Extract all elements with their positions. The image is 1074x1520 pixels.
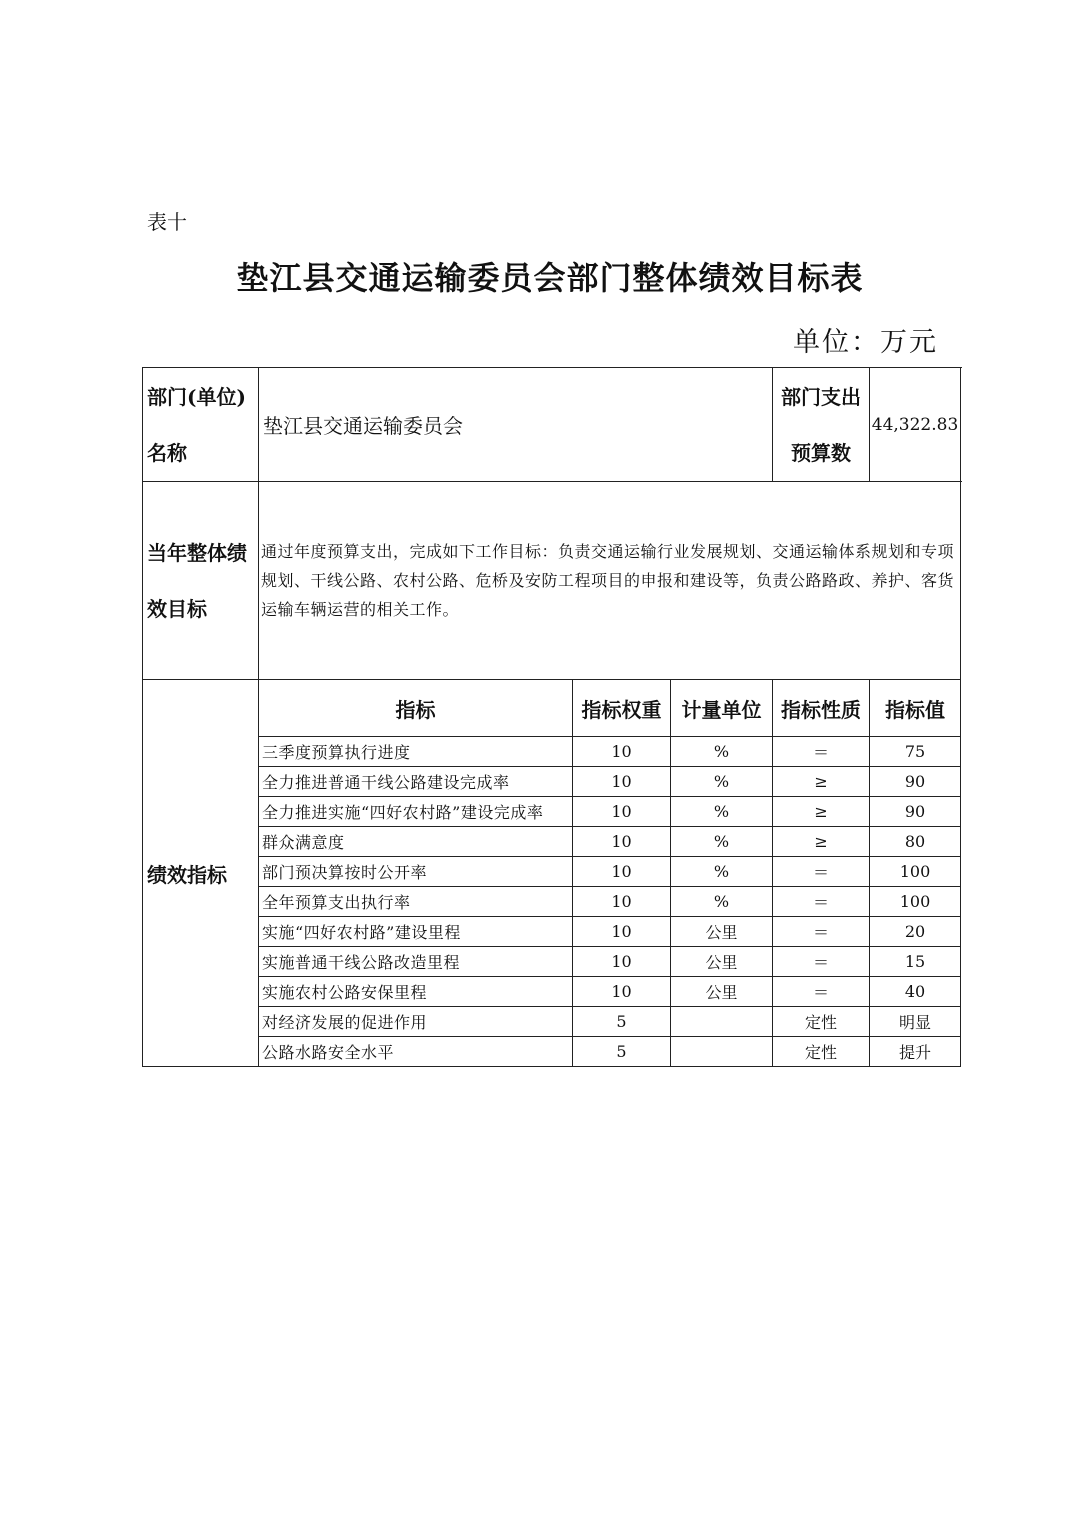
indicator-unit: % bbox=[671, 767, 773, 797]
goal-text: 通过年度预算支出，完成如下工作目标：负责交通运输行业发展规划、交通运输体系规划和专项规划、干线公路、农村公路、危桥及安防工程项目的申报和建设等，负责公路路政、养护、客货运输车辆运营的相关工作。 bbox=[259, 482, 961, 680]
indicator-unit: 公里 bbox=[671, 977, 773, 1007]
dept-label-line2: 名称 bbox=[147, 440, 187, 465]
indicator-nature: ≥ bbox=[773, 827, 870, 857]
performance-table bbox=[142, 367, 961, 1067]
indicator-nature: ＝ bbox=[773, 737, 870, 767]
table-row bbox=[143, 797, 961, 827]
indicator-value: 90 bbox=[870, 797, 961, 827]
indicator-value: 100 bbox=[870, 887, 961, 917]
indicator-header-row bbox=[143, 680, 961, 737]
indicator-nature: 定性 bbox=[773, 1007, 870, 1037]
table-row bbox=[143, 917, 961, 947]
col-head-indicator: 指标 bbox=[259, 680, 573, 737]
indicator-unit: 公里 bbox=[671, 947, 773, 977]
indicator-nature: ＝ bbox=[773, 887, 870, 917]
indicator-weight: 10 bbox=[573, 797, 671, 827]
indicator-value: 明显 bbox=[870, 1007, 961, 1037]
indicator-weight: 10 bbox=[573, 977, 671, 1007]
indicator-unit: % bbox=[671, 797, 773, 827]
goal-label-line1: 当年整体绩 bbox=[147, 540, 247, 565]
unit-label: 单位：万元 bbox=[793, 327, 938, 358]
goal-row bbox=[143, 482, 961, 680]
indicator-unit: 公里 bbox=[671, 917, 773, 947]
indicator-nature: 定性 bbox=[773, 1037, 870, 1067]
budget-label-line1: 部门支出 bbox=[781, 384, 862, 409]
indicator-unit: % bbox=[671, 887, 773, 917]
indicator-value: 15 bbox=[870, 947, 961, 977]
indicator-nature: ＝ bbox=[773, 977, 870, 1007]
table-row bbox=[143, 737, 961, 767]
indicator-value: 90 bbox=[870, 767, 961, 797]
indicator-weight: 10 bbox=[573, 857, 671, 887]
indicator-weight: 10 bbox=[573, 827, 671, 857]
indicator-value: 80 bbox=[870, 827, 961, 857]
dept-label-cell bbox=[143, 368, 259, 482]
indicator-value: 75 bbox=[870, 737, 961, 767]
table-row bbox=[143, 857, 961, 887]
indicator-unit: % bbox=[671, 737, 773, 767]
indicator-name: 实施“四好农村路”建设里程 bbox=[259, 917, 573, 947]
indicator-name: 群众满意度 bbox=[259, 827, 573, 857]
indicator-name: 部门预决算按时公开率 bbox=[259, 857, 573, 887]
indicator-weight: 10 bbox=[573, 887, 671, 917]
indicator-value: 20 bbox=[870, 917, 961, 947]
indicator-name: 对经济发展的促进作用 bbox=[259, 1007, 573, 1037]
budget-label-cell bbox=[773, 368, 870, 482]
indicator-weight: 10 bbox=[573, 917, 671, 947]
col-head-nature: 指标性质 bbox=[773, 680, 870, 737]
dept-name: 垫江县交通运输委员会 bbox=[259, 368, 773, 482]
col-head-value: 指标值 bbox=[870, 680, 961, 737]
indicator-nature: ＝ bbox=[773, 947, 870, 977]
indicator-name: 全力推进实施“四好农村路”建设完成率 bbox=[259, 797, 573, 827]
indicator-unit bbox=[671, 1007, 773, 1037]
indicator-name: 公路水路安全水平 bbox=[259, 1037, 573, 1067]
indicator-name: 全年预算支出执行率 bbox=[259, 887, 573, 917]
page-title: 垫江县交通运输委员会部门整体绩效目标表 bbox=[236, 259, 864, 297]
indicator-name: 三季度预算执行进度 bbox=[259, 737, 573, 767]
table-row bbox=[143, 977, 961, 1007]
table-row bbox=[143, 1037, 961, 1067]
table-row bbox=[143, 1007, 961, 1037]
dept-label-line1: 部门(单位) bbox=[147, 384, 246, 409]
indicator-weight: 10 bbox=[573, 737, 671, 767]
indicator-nature: ≥ bbox=[773, 767, 870, 797]
table-row bbox=[143, 767, 961, 797]
table-row bbox=[143, 887, 961, 917]
indicator-nature: ＝ bbox=[773, 857, 870, 887]
indicator-value: 40 bbox=[870, 977, 961, 1007]
perf-label: 绩效指标 bbox=[143, 680, 259, 1067]
indicator-name: 全力推进普通干线公路建设完成率 bbox=[259, 767, 573, 797]
goal-label-line2: 效目标 bbox=[147, 596, 207, 621]
indicator-value: 提升 bbox=[870, 1037, 961, 1067]
col-head-weight: 指标权重 bbox=[573, 680, 671, 737]
indicator-value: 100 bbox=[870, 857, 961, 887]
indicator-weight: 5 bbox=[573, 1037, 671, 1067]
indicator-unit bbox=[671, 1037, 773, 1067]
col-head-unit: 计量单位 bbox=[671, 680, 773, 737]
indicator-name: 实施普通干线公路改造里程 bbox=[259, 947, 573, 977]
budget-label-line2: 预算数 bbox=[791, 440, 852, 465]
indicator-weight: 10 bbox=[573, 767, 671, 797]
table-row bbox=[143, 947, 961, 977]
indicator-unit: % bbox=[671, 827, 773, 857]
dept-row bbox=[143, 368, 961, 482]
indicator-weight: 10 bbox=[573, 947, 671, 977]
indicator-nature: ≥ bbox=[773, 797, 870, 827]
indicator-unit: % bbox=[671, 857, 773, 887]
table-row bbox=[143, 827, 961, 857]
budget-value: 44,322.83 bbox=[870, 368, 961, 482]
indicator-nature: ＝ bbox=[773, 917, 870, 947]
indicator-name: 实施农村公路安保里程 bbox=[259, 977, 573, 1007]
goal-label-cell bbox=[143, 482, 259, 680]
indicator-weight: 5 bbox=[573, 1007, 671, 1037]
table-label: 表十 bbox=[147, 210, 187, 234]
